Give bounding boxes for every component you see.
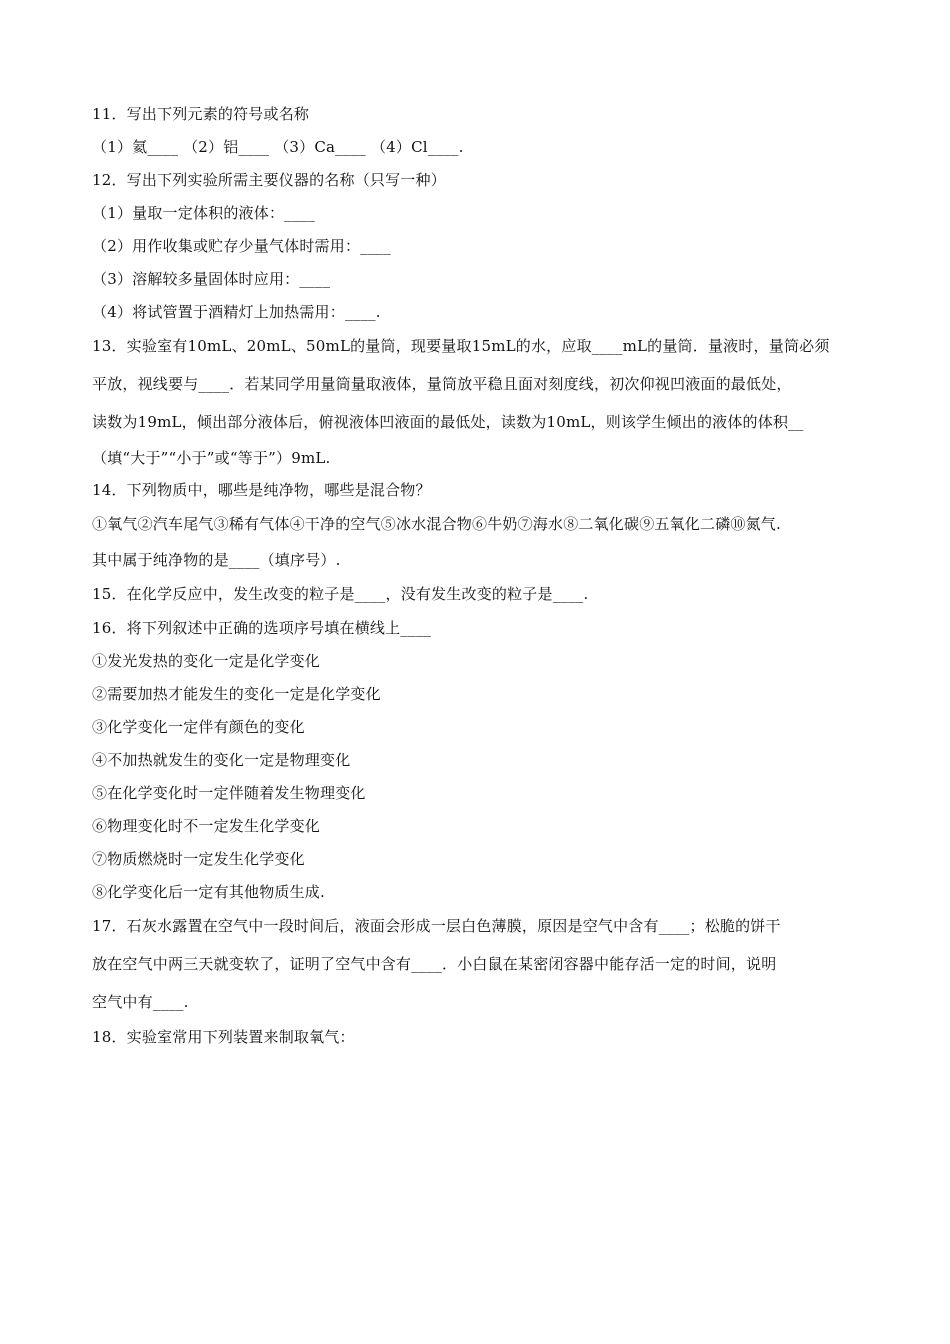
q18-title: 18．实验室常用下列装置来制取氧气： bbox=[92, 1028, 355, 1046]
q14-question: 其中属于纯净物的是____（填序号）. bbox=[92, 551, 341, 569]
q12-item-4: （4）将试管置于酒精灯上加热需用：____. bbox=[92, 303, 381, 321]
q17-line-2: 放在空气中两三天就变软了，证明了空气中含有____．小白鼠在某密闭容器中能存活一定的时间，说明 bbox=[92, 955, 777, 973]
q11-title: 11．写出下列元素的符号或名称 bbox=[92, 105, 310, 123]
q16-option-2: ②需要加热才能发生的变化一定是化学变化 bbox=[92, 685, 381, 703]
q16-option-7: ⑦物质燃烧时一定发生化学变化 bbox=[92, 850, 305, 868]
q13-line-4: （填“大于”“小于”或“等于”）9mL. bbox=[92, 449, 331, 467]
q16-option-8: ⑧化学变化后一定有其他物质生成. bbox=[92, 883, 325, 901]
q14-substances: ①氧气②汽车尾气③稀有气体④干净的空气⑤冰水混合物⑥牛奶⑦海水⑧二氧化碳⑨五氧化二磷⑩氮气. bbox=[92, 515, 781, 533]
q16-option-4: ④不加热就发生的变化一定是物理变化 bbox=[92, 751, 351, 769]
q13-line-3: 读数为19mL，倾出部分液体后，俯视液体凹液面的最低处，读数为10mL，则该学生倾出的液体的体积__ bbox=[92, 413, 804, 431]
q13-line-1: 13．实验室有10mL、20mL、50mL的量筒，现要量取15mL的水，应取____mL的量筒．量液时，量筒必须 bbox=[92, 337, 830, 355]
q16-option-3: ③化学变化一定伴有颜色的变化 bbox=[92, 718, 305, 736]
q17-line-1: 17．石灰水露置在空气中一段时间后，液面会形成一层白色薄膜，原因是空气中含有____；松脆的饼干 bbox=[92, 917, 781, 935]
q17-line-3: 空气中有____. bbox=[92, 993, 189, 1011]
q16-option-5: ⑤在化学变化时一定伴随着发生物理变化 bbox=[92, 784, 366, 802]
q14-title: 14．下列物质中，哪些是纯净物，哪些是混合物？ bbox=[92, 481, 431, 499]
q16-title: 16．将下列叙述中正确的选项序号填在横线上____ bbox=[92, 619, 432, 637]
q11-items: （1）氦____ （2）铝____ （3）Ca____ （4）Cl____. bbox=[92, 138, 464, 156]
q16-option-1: ①发光发热的变化一定是化学变化 bbox=[92, 652, 321, 670]
q13-line-2: 平放，视线要与____．若某同学用量筒量取液体，量筒放平稳且面对刻度线，初次仰视凹液面的最低处， bbox=[92, 375, 792, 393]
q12-item-2: （2）用作收集或贮存少量气体时需用：____ bbox=[92, 237, 391, 255]
q12-item-3: （3）溶解较多量固体时应用：____ bbox=[92, 270, 331, 288]
q15-text: 15．在化学反应中，发生改变的粒子是____，没有发生改变的粒子是____. bbox=[92, 585, 589, 603]
q16-option-6: ⑥物理变化时不一定发生化学变化 bbox=[92, 817, 321, 835]
q12-item-1: （1）量取一定体积的液体：____ bbox=[92, 204, 315, 222]
q12-title: 12．写出下列实验所需主要仪器的名称（只写一种） bbox=[92, 171, 446, 189]
